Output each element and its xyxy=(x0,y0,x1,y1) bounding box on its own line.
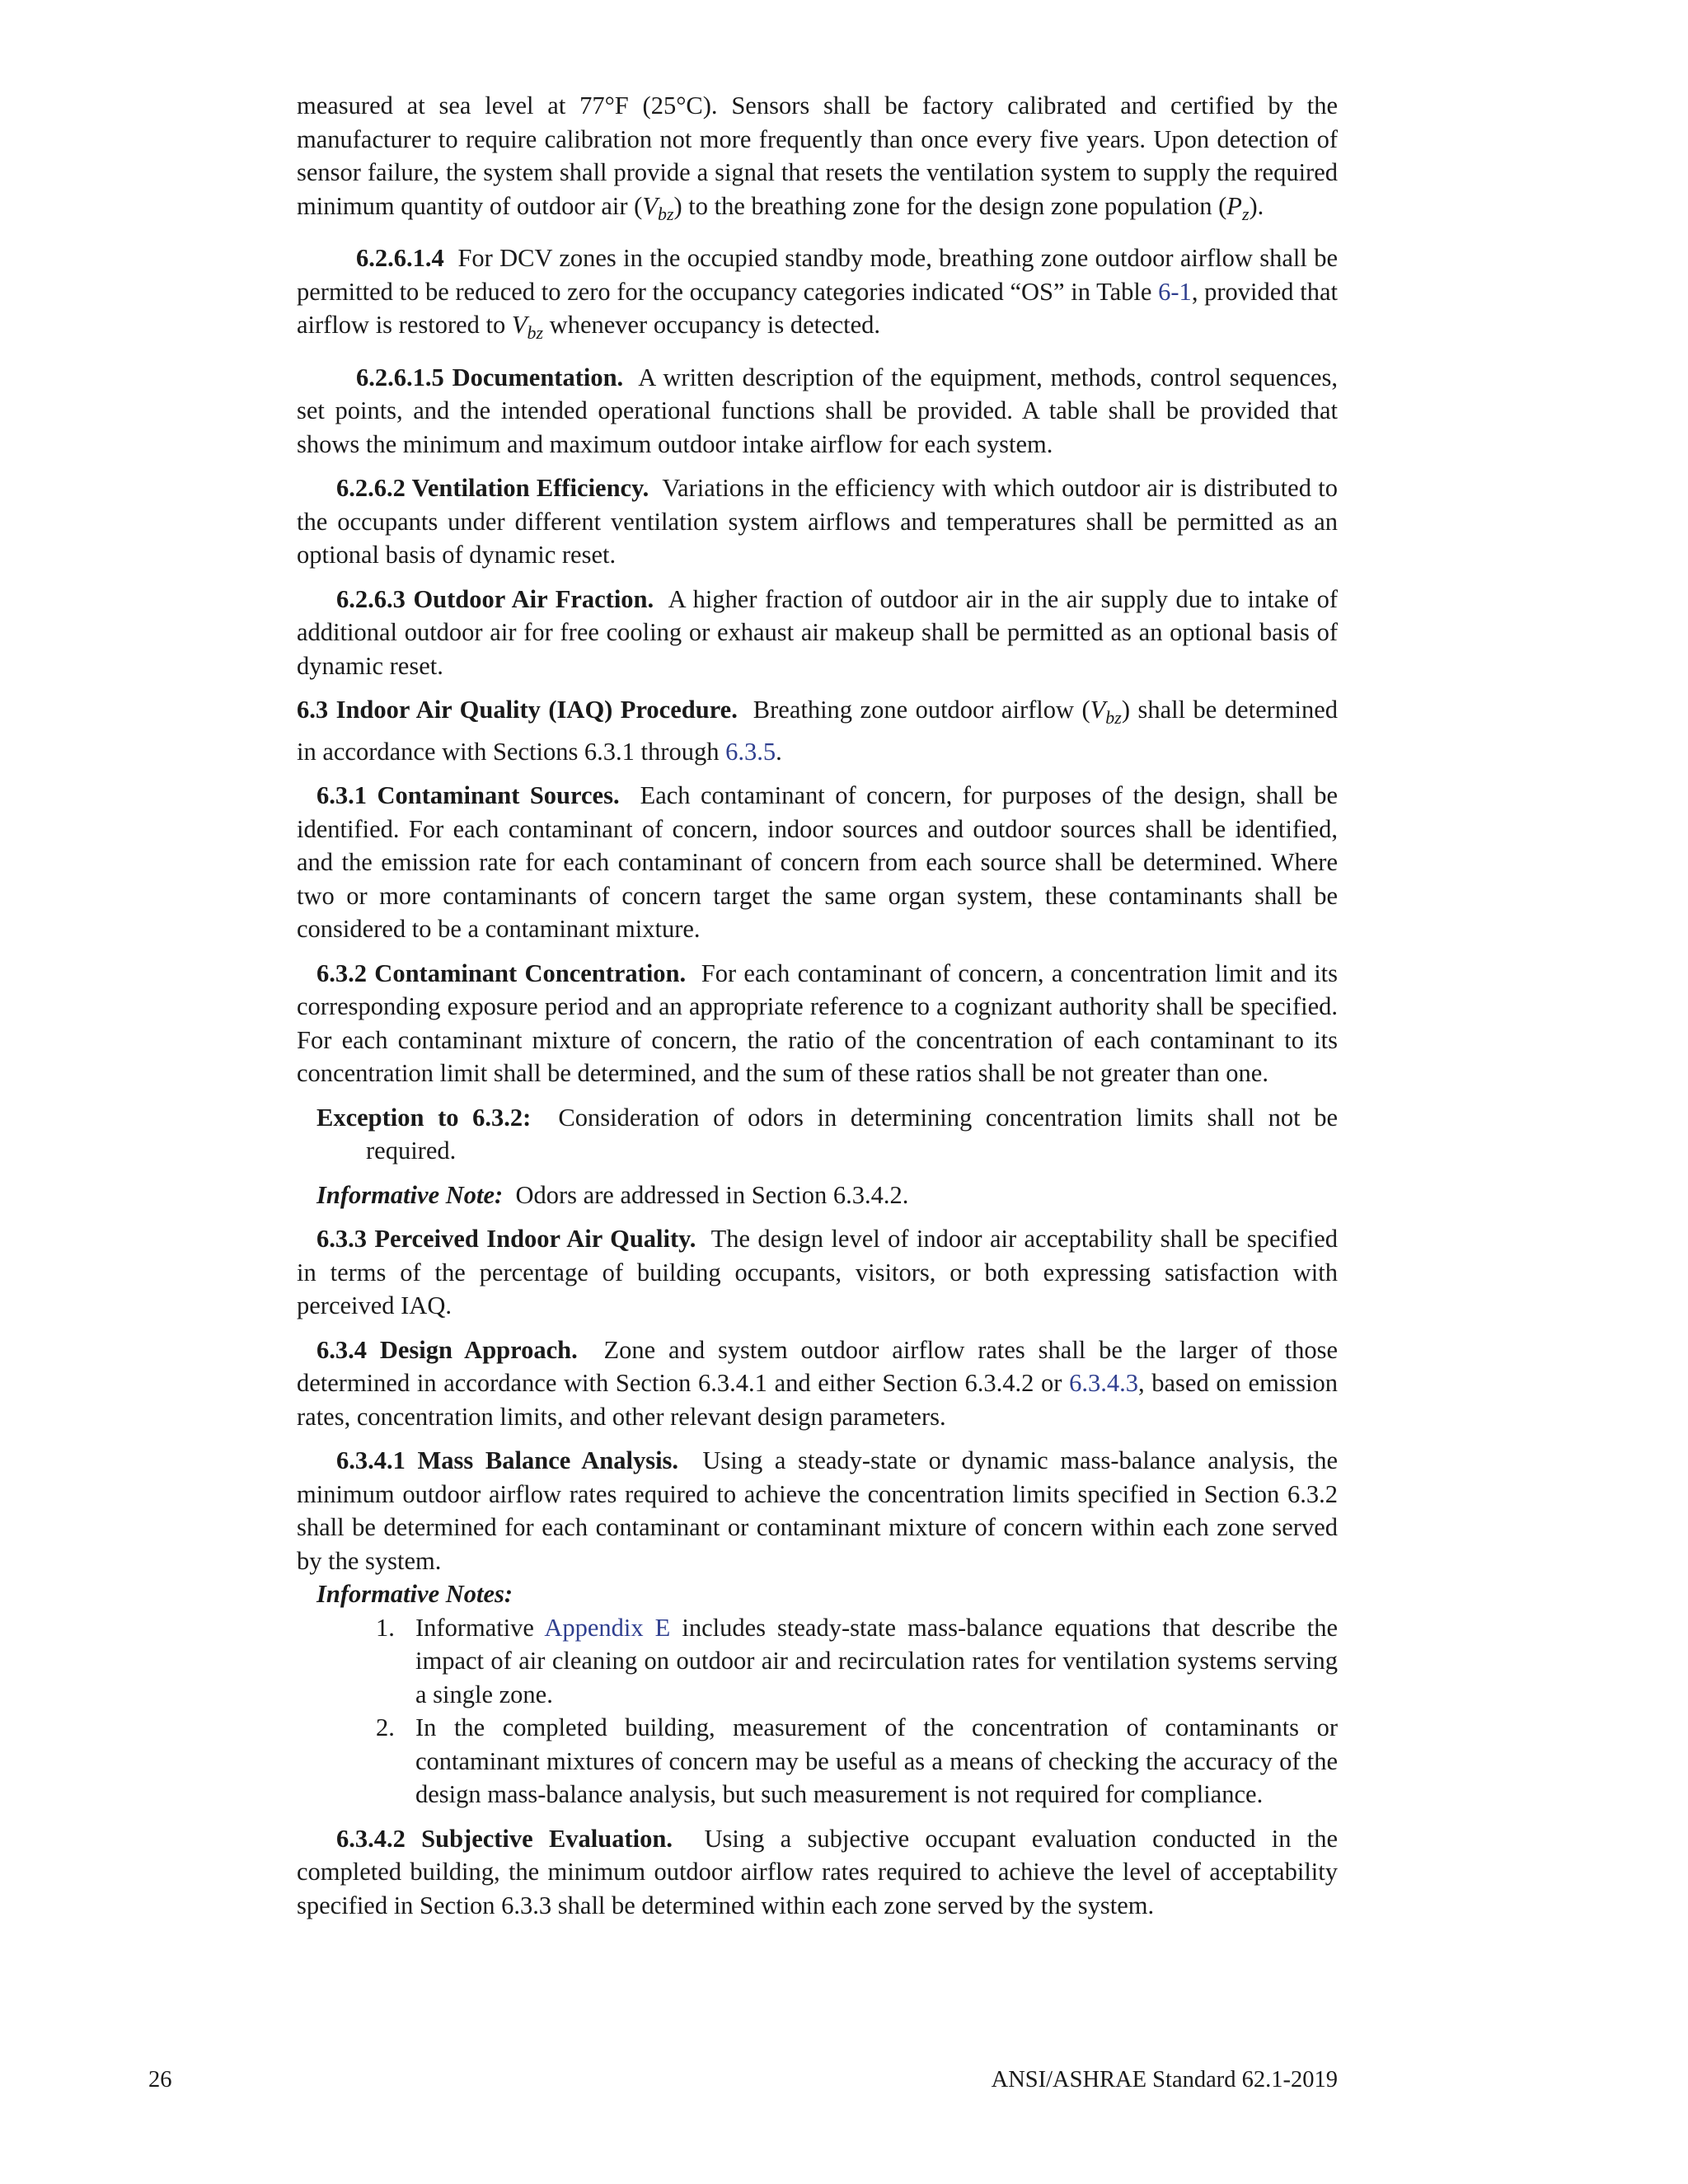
section-heading: 6.2.6.1.5 Documentation. xyxy=(356,363,624,391)
section-heading: 6.3.4 Design Approach. xyxy=(316,1335,578,1364)
section-heading: 6.2.6.1.4 xyxy=(356,244,444,273)
list-item: 1. Informative Appendix E includes steady-state mass-balance equations that describe the impact of air cleaning on outdoor air and recirculation rates for ventilation systems serving a single zone. xyxy=(297,1611,1338,1712)
section-heading: 6.3.4.2 Subjective Evaluation. xyxy=(336,1824,673,1853)
section-heading: 6.2.6.2 Ventilation Efficiency. xyxy=(336,474,649,503)
section-6-3-4-2: 6.3.4.2 Subjective Evaluation. Using a subjective occupant evaluation conducted in the completed building, the minimum outdoor airflow rates required to achieve the level of acceptability specified in Section 6.3.3 shall be determined within each zone served by the system. xyxy=(297,1824,1338,1919)
exception-6-3-2: Exception to 6.3.2: Consideration of odors in determining concentration limits shall not be required. xyxy=(316,1103,1338,1165)
note-heading: Informative Note: xyxy=(316,1180,504,1209)
section-6-3-3: 6.3.3 Perceived Indoor Air Quality. The design level of indoor air acceptability shall be specified in terms of the percentage of building occupants, visitors, or both expressing satisfaction with perceived IAQ. xyxy=(297,1225,1338,1320)
section-6-3-5-link[interactable]: 6.3.5 xyxy=(725,737,776,766)
section-6-2-6-1-4: 6.2.6.1.4 For DCV zones in the occupied standby mode, breathing zone outdoor airflow shall be permitted to be reduced to zero for the occupancy categories indicated “OS” in Table 6-1, provided that airflow is restored to $V_{bz}$ whenever occupancy is detected. xyxy=(297,244,1338,344)
section-6-3-1: 6.3.1 Contaminant Sources. Each contaminant of concern, for purposes of the design, shall be identified. For each contaminant of concern, indoor sources and outdoor sources shall be identified, and the emission rate for each contaminant of concern from each source shall be determined. Where two or more contaminants of concern target the same organ system, these contaminants shall be considered to be a contaminant mixture. xyxy=(297,781,1339,944)
section-6-3-4-1: 6.3.4.1 Mass Balance Analysis. Using a steady-state or dynamic mass-balance analysis, the minimum outdoor airflow rates required to achieve the concentration limits specified in Section 6.3.2 shall be determined for each contaminant or contaminant mixture of concern within each zone served by the system. xyxy=(297,1446,1339,1575)
page-number: 26 xyxy=(148,2067,172,2093)
section-heading: 6.3.4.1 Mass Balance Analysis. xyxy=(336,1446,679,1475)
exception-heading: Exception to 6.3.2: xyxy=(316,1103,532,1132)
appendix-e-link[interactable]: Appendix E xyxy=(544,1613,671,1642)
section-heading: 6.3.1 Contaminant Sources. xyxy=(316,781,620,810)
standard-name: ANSI/ASHRAE Standard 62.1-2019 xyxy=(991,2067,1338,2093)
section-6-3-4: 6.3.4 Design Approach. Zone and system outdoor airflow rates shall be the larger of those determined in accordance with Section 6.3.4.1 and either Section 6.3.4.2 or 6.3.4.3, based on emission rates, concentration limits, and other relevant design parameters. xyxy=(297,1335,1339,1431)
section-6-3-4-3-link[interactable]: 6.3.4.3 xyxy=(1069,1369,1138,1398)
section-6-3: 6.3 Indoor Air Quality (IAQ) Procedure. Breathing zone outdoor airflow $(V_{bz})$ shall be determined in accordance with Sections 6.3.1 through 6.3.5. xyxy=(297,696,1338,766)
list-number: 2. xyxy=(376,1713,395,1742)
section-heading: 6.3.3 Perceived Indoor Air Quality. xyxy=(316,1225,696,1254)
section-heading: 6.2.6.3 Outdoor Air Fraction. xyxy=(336,584,654,613)
section-6-2-6-2: 6.2.6.2 Ventilation Efficiency. Variations in the efficiency with which outdoor air is distributed to the occupants under different ventilation system airflows and temperatures shall be permitted as an optional basis of dynamic reset. xyxy=(297,474,1338,569)
list-item: 2. In the completed building, measurement of the concentration of contaminants or contaminant mixtures of concern may be useful as a means of checking the accuracy of the design mass-balance analysis, but such measurement is not required for compliance. xyxy=(297,1711,1338,1811)
section-6-2-6-3: 6.2.6.3 Outdoor Air Fraction. A higher fraction of outdoor air in the air supply due to intake of additional outdoor air for free cooling or exhaust air makeup shall be permitted as an optional basis of dynamic reset. xyxy=(297,584,1338,680)
informative-note-odors: Informative Note: Odors are addressed in Section 6.3.4.2. xyxy=(316,1180,909,1209)
section-6-3-2: 6.3.2 Contaminant Concentration. For each contaminant of concern, a concentration limit and its corresponding exposure period and an appropriate reference to a cognizant authority shall be specified. For each contaminant mixture of concern, the ratio of the concentration of each contaminant to its concentration limit shall be determined, and the sum of these ratios shall be not greater than one. xyxy=(297,958,1339,1088)
informative-notes-heading: Informative Notes: xyxy=(316,1580,513,1609)
table-6-1-link[interactable]: 6-1 xyxy=(1158,277,1192,306)
section-heading: 6.3 Indoor Air Quality (IAQ) Procedure. xyxy=(297,696,738,724)
section-heading: 6.3.2 Contaminant Concentration. xyxy=(316,958,687,987)
paragraph-sensor-calibration: measured at sea level at 77°F (25°C). Sensors shall be factory calibrated and certified by the manufacturer to require calibration not more frequently than once every five years. Upon detection of sensor failure, the system shall provide a signal that resets the ventilation system to supply the required minimum quantity of outdoor air $(V_{bz})$ to the breathing zone for the design zone population $(P_z)$. xyxy=(297,91,1338,224)
list-number: 1. xyxy=(376,1613,395,1642)
section-6-2-6-1-5: 6.2.6.1.5 Documentation. A written description of the equipment, methods, control sequences, set points, and the intended operational functions shall be provided. A table shall be provided that shows the minimum and maximum outdoor intake airflow for each system. xyxy=(297,363,1338,458)
document-body xyxy=(297,89,1338,1922)
informative-notes-list xyxy=(297,1611,1338,1811)
